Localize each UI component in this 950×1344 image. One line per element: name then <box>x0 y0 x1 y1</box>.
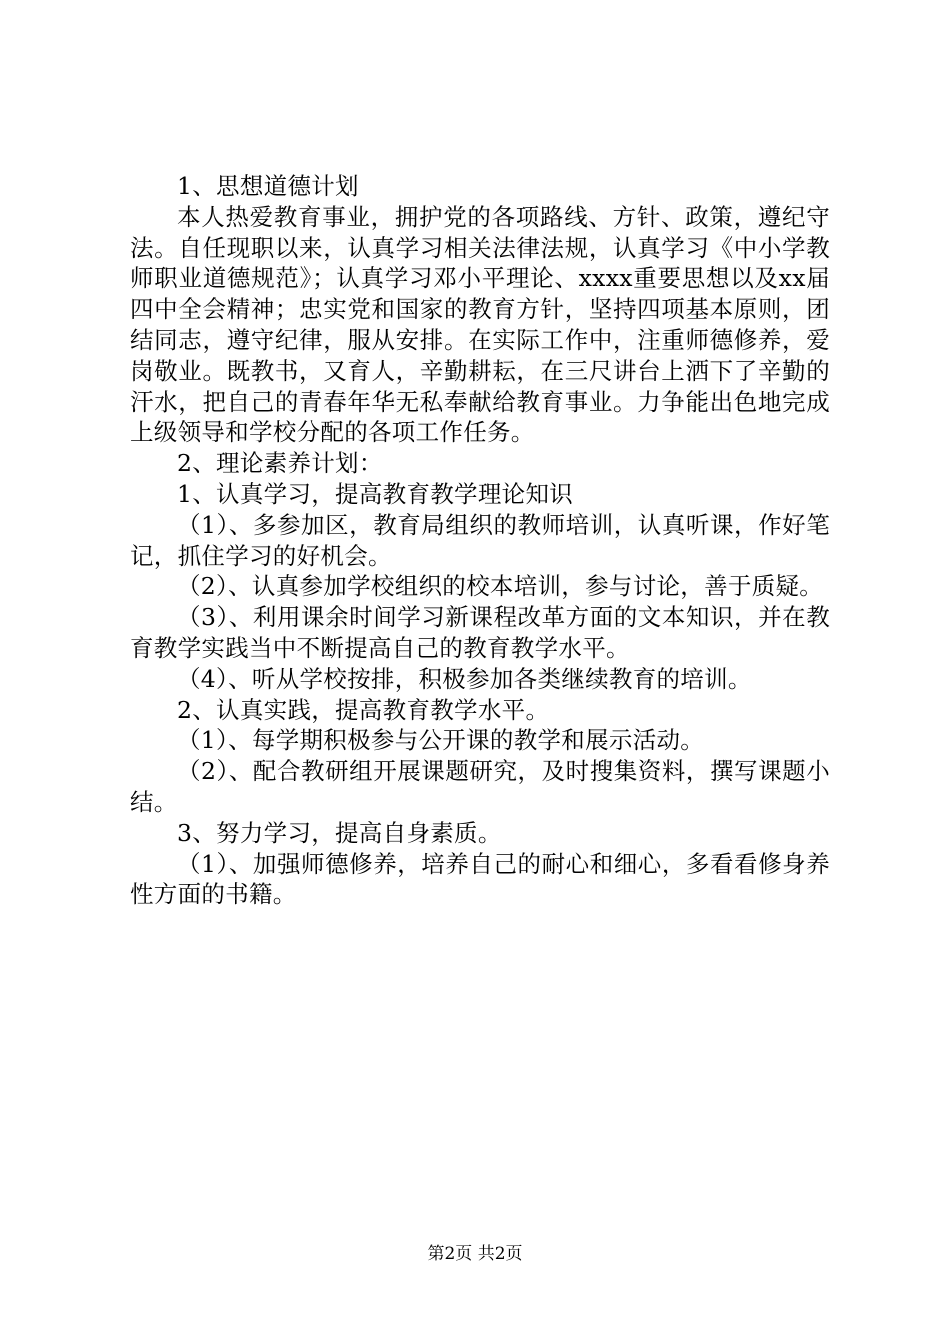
list-item-research: （2）、配合教研组开展课题研究，及时搜集资料，撰写课题小结。 <box>130 757 830 816</box>
list-item-curriculum-study: （3）、利用课余时间学习新课程改革方面的文本知识，并在教育教学实践当中不断提高自己的教育教学水平。 <box>130 603 830 662</box>
subheading-practice: 2、认真实践，提高教育教学水平。 <box>177 695 550 724</box>
list-item-moral-cultivation: （1）、加强师德修养，培养自己的耐心和细心，多看看修身养性方面的书籍。 <box>130 849 830 909</box>
heading-theory-plan: 2、理论素养计划： <box>177 449 383 478</box>
list-item-school-training: （2）、认真参加学校组织的校本培训，参与讨论，善于质疑。 <box>177 572 824 601</box>
document-body <box>130 171 830 910</box>
subheading-study-theory: 1、认真学习，提高教育教学理论知识 <box>177 479 574 508</box>
heading-moral-plan: 1、思想道德计划 <box>177 172 359 200</box>
list-item-training: （1）、多参加区，教育局组织的教师培训，认真听课，作好笔记，抓住学习的好机会。 <box>130 510 830 570</box>
list-item-open-class: （1）、每学期积极参与公开课的教学和展示活动。 <box>177 726 705 755</box>
page-footer: 第2页 共2页 <box>427 1244 523 1264</box>
subheading-self-improvement: 3、努力学习，提高自身素质。 <box>177 818 502 847</box>
paragraph-moral-plan-body: 本人热爱教育事业，拥护党的各项路线、方针、政策，遵纪守法。自任现职以来，认真学习相关法律法规，认真学习《中小学教师职业道德规范》；认真学习邓小平理论、xxxx重要思想以及xx届四中全会精神；忠实党和国家的教育方针，坚持四项基本原则，团结同志，遵守纪律，服从安排。在实际工作中，注重师德修养，爱岗敬业。既教书，又育人，辛勤耕耘，在三尺讲台上洒下了辛勤的汗水，把自己的青春年华无私奉献给教育事业。力争能出色地完成上级领导和学校分配的各项工作任务。 <box>130 202 830 447</box>
list-item-continuing-education: （4）、听从学校按排，积极参加各类继续教育的培训。 <box>177 664 752 693</box>
